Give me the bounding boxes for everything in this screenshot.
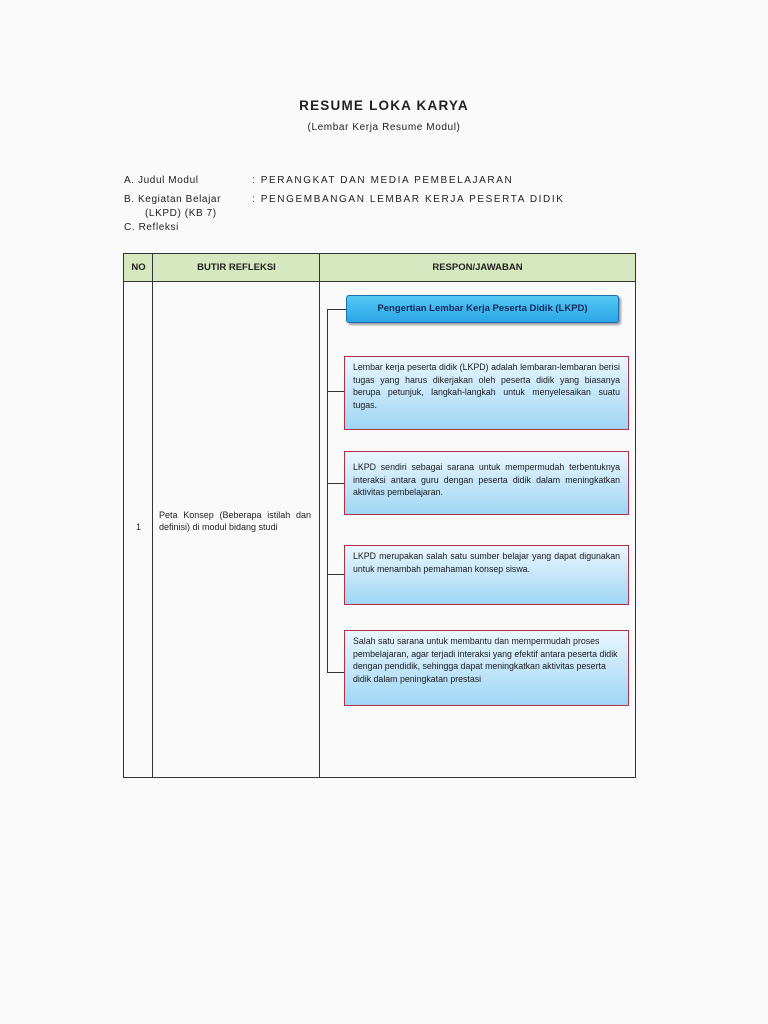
activity-label: B. Kegiatan Belajar: [124, 194, 222, 205]
module-title-line: [124, 174, 513, 187]
activity-value: : PENGEMBANGAN LEMBAR KERJA PESERTA DIDIK: [252, 194, 565, 205]
table-header: [124, 254, 635, 282]
row-butir-text: Peta Konsep (Beberapa istilah dan definisi) di modul bidang studi: [159, 510, 311, 532]
document-title: RESUME LOKA KARYA: [299, 98, 469, 113]
document-subtitle: (Lembar Kerja Resume Modul): [307, 122, 461, 133]
concept-box-1: Lembar kerja peserta didik (LKPD) adalah lembaran-lembaran berisi tugas yang harus dikerjakan oleh peserta didik yang biasanya berupa petunjuk, langkah-langkah untuk menyelesaikan suatu tugas.: [344, 356, 629, 430]
header-respon: RESPON/JAWABAN: [432, 262, 523, 273]
header-butir: BUTIR REFLEKSI: [197, 262, 276, 273]
connector-branch: [327, 309, 346, 310]
column-divider: [319, 254, 320, 777]
row-number: 1: [135, 522, 141, 532]
module-title-value: : PERANGKAT DAN MEDIA PEMBELAJARAN: [252, 175, 514, 186]
activity-value-cont: (LKPD) (KB 7): [145, 208, 217, 219]
connector-trunk: [327, 309, 328, 673]
module-title-label: A. Judul Modul: [124, 175, 199, 186]
concept-heading-box: Pengertian Lembar Kerja Peserta Didik (LKPD): [346, 295, 619, 323]
concept-box-2: LKPD sendiri sebagai sarana untuk mempermudah terbentuknya interaksi antara guru dengan peserta didik dalam meningkatkan aktivitas pembelajaran.: [344, 451, 629, 515]
reflection-label: C. Refleksi: [124, 222, 179, 233]
concept-box-4: Salah satu sarana untuk membantu dan mempermudah proses pembelajaran, agar terjadi interaksi yang efektif antara peserta didik dengan pendidik, sehingga dapat meningkatkan aktivitas peserta didik dalam peningkatan prestasi: [344, 630, 629, 706]
header-no: NO: [131, 262, 146, 273]
column-divider: [152, 254, 153, 777]
activity-line: [124, 193, 565, 206]
concept-box-3: LKPD merupakan salah satu sumber belajar yang dapat digunakan untuk menambah pemahaman konsep siswa.: [344, 545, 629, 605]
